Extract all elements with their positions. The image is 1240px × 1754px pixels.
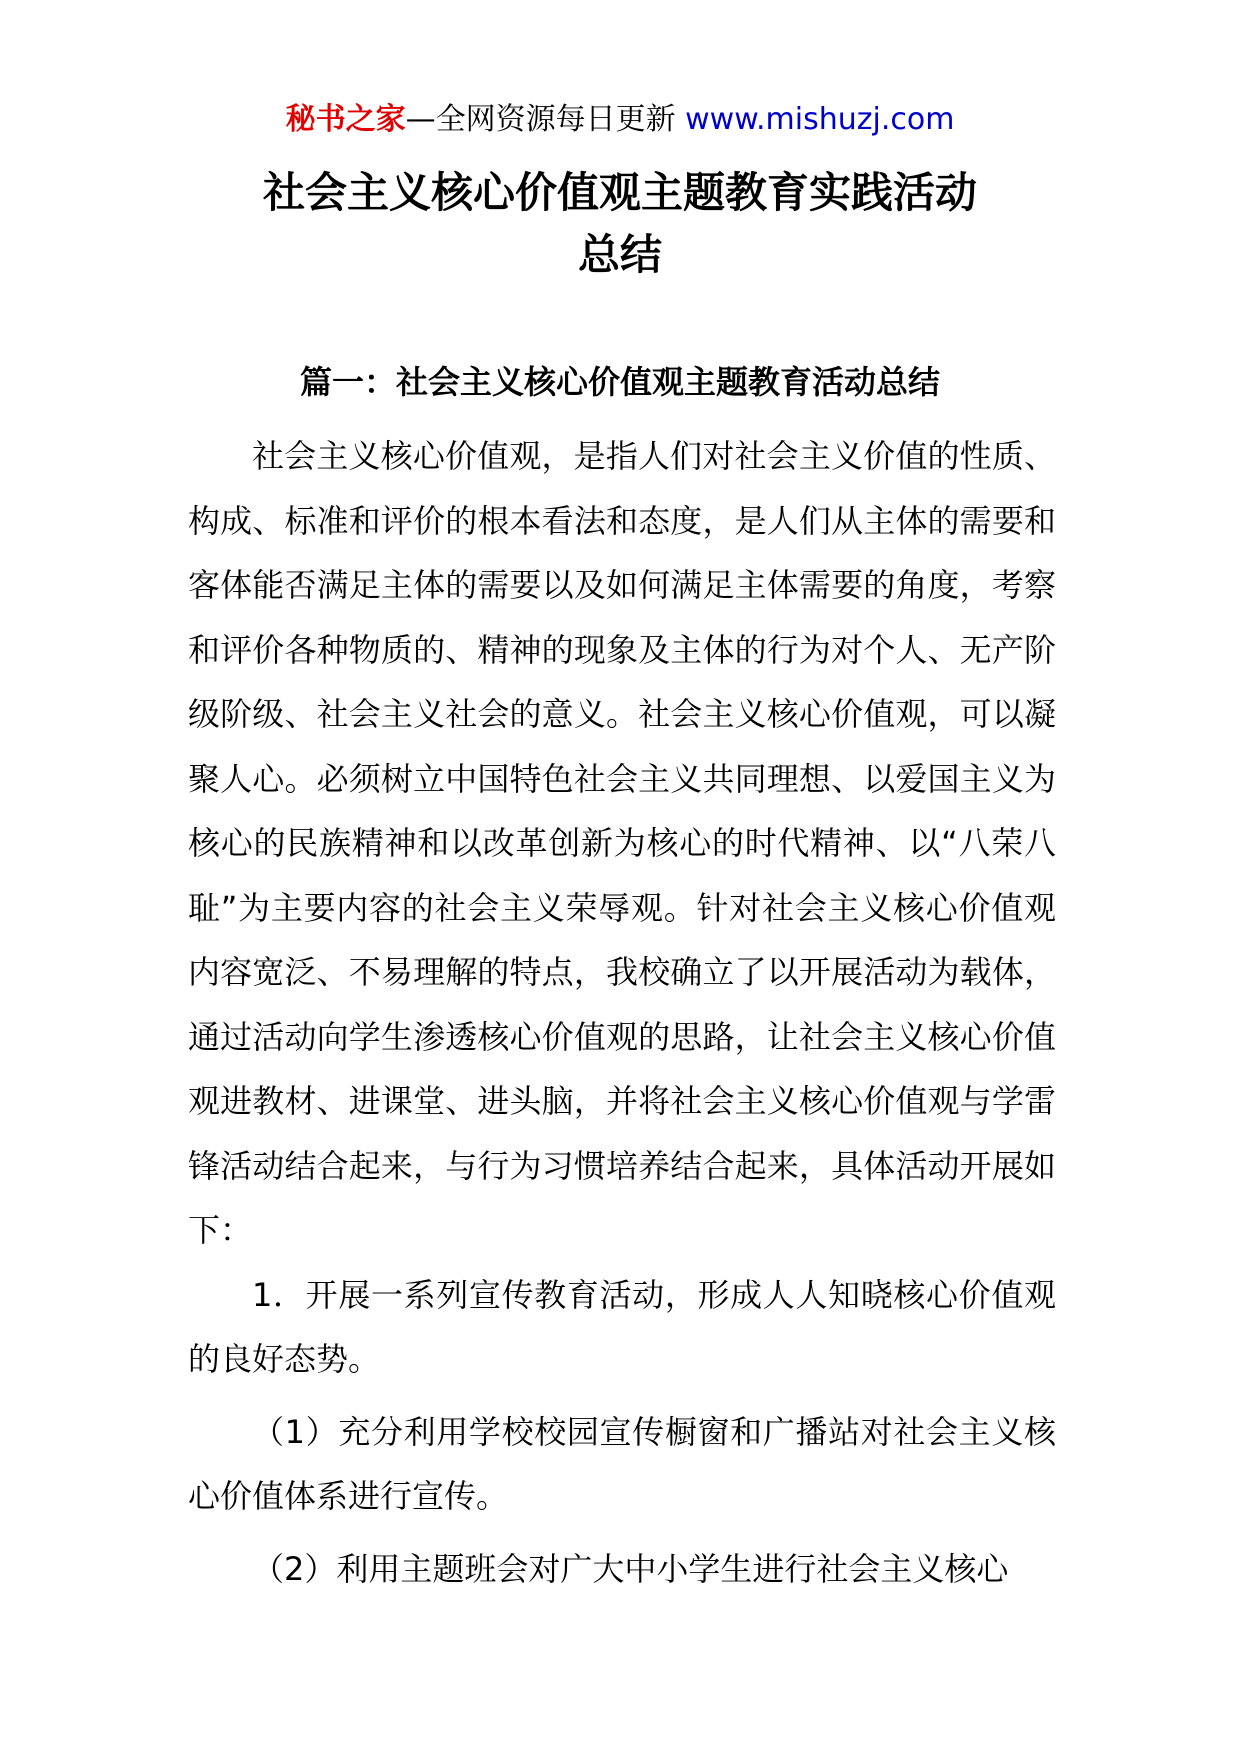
list-item: （2）利用主题班会对广大中小学生进行社会主义核心 [252,1549,1009,1588]
list-item: 1．开展一系列宣传教育活动，形成人人知晓核心价值观的良好态势。 [188,1275,1056,1378]
site-url[interactable]: www.mishuzj.com [685,102,955,137]
title-line-2: 总结 [577,230,662,279]
site-header [0,100,1240,140]
title-line-1: 社会主义核心价值观主题教育实践活动 [262,168,977,217]
body-paragraph: 社会主义核心价值观，是指人们对社会主义价值的性质、构成、标准和评价的根本看法和态度，是人们从主体的需要和客体能否满足主体的需要以及如何满足主体需要的角度，考察和评价各种物质的、精神的现象及主体的行为对个人、无产阶级阶级、社会主义社会的意义。社会主义核心价值观，可以凝聚人心。必须树立中国特色社会主义共同理想、以爱国主义为核心的民族精神和以改革创新为核心的时代精神、以“八荣八耻”为主要内容的社会主义荣辱观。针对社会主义核心价值观内容宽泛、不易理解的特点，我校确立了以开展活动为载体，通过活动向学生渗透核心价值观的思路，让社会主义核心价值观进教材、进课堂、进头脑，并将社会主义核心价值观与学雷锋活动结合起来，与行为习惯培养结合起来，具体活动开展如下： [188,437,1056,1249]
brand-name: 秘书之家 [285,102,406,137]
list-item: （1）充分利用学校校园宣传橱窗和广播站对社会主义核心价值体系进行宣传。 [188,1412,1056,1515]
document-body [188,424,1056,1601]
header-slogan: —全网资源每日更新 [405,102,686,137]
section-title: 篇一：社会主义核心价值观主题教育活动总结 [299,363,940,401]
document-title [0,162,1240,286]
